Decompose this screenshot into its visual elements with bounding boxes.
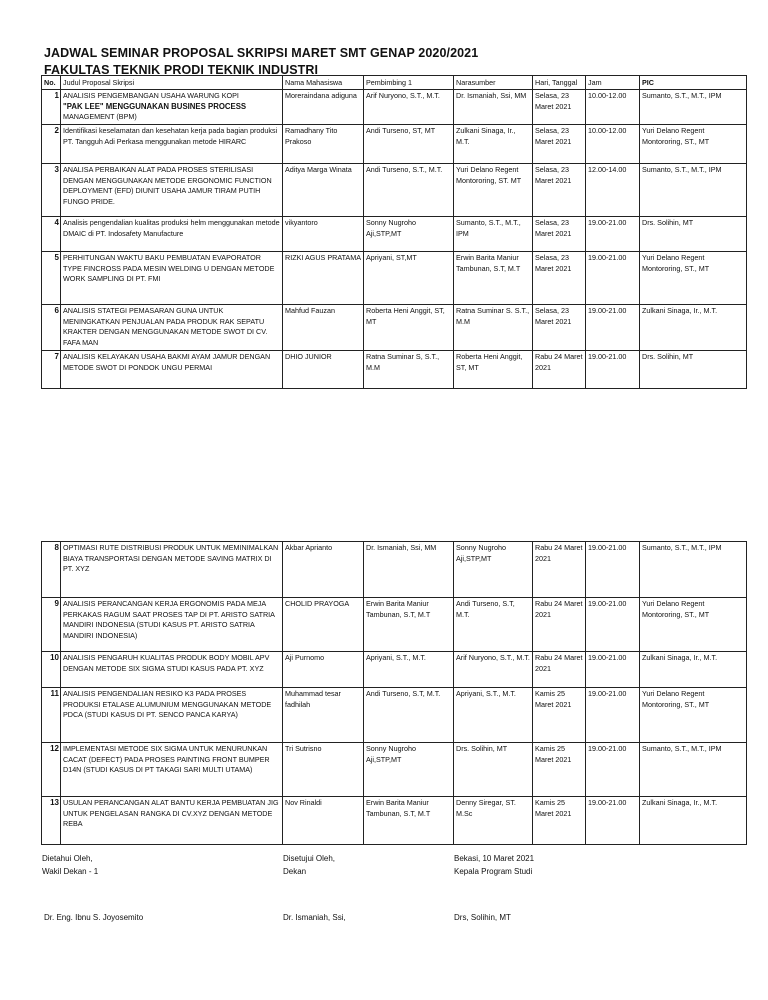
- row-hari: Kamis 25 Maret 2021: [533, 688, 586, 743]
- row-pembimbing: Dr. Ismaniah, Ssi, MM: [364, 542, 454, 598]
- signature-middle-name: Dr. Ismaniah, Ssi,: [283, 913, 346, 922]
- row-jam: 19.00-21.00: [586, 305, 640, 351]
- signature-left-name: Dr. Eng. Ibnu S. Joyosemito: [44, 913, 144, 922]
- table-row: [42, 90, 747, 125]
- row-nama: Ramadhany Tito Prakoso: [283, 125, 364, 164]
- row-pembimbing: Sonny Nugroho Aji,STP,MT: [364, 217, 454, 252]
- table-row: [42, 252, 747, 305]
- col-header-narasumber: Narasumber: [454, 76, 533, 90]
- table-row: [42, 652, 747, 688]
- row-pic: Drs. Solihin, MT: [640, 351, 747, 389]
- row-nama: Mahfud Fauzan: [283, 305, 364, 351]
- row-no: 5: [42, 252, 61, 305]
- row-pic: Zulkani Sinaga, Ir., M.T.: [640, 797, 747, 845]
- col-header-nama: Nama Mahasiswa: [283, 76, 364, 90]
- row-no: 13: [42, 797, 61, 845]
- row-narasumber: Arif Nuryono, S.T., M.T.: [454, 652, 533, 688]
- row-narasumber: Drs. Solihin, MT: [454, 743, 533, 797]
- row-pembimbing: Andi Turseno, S.T, M.T.: [364, 688, 454, 743]
- row-pembimbing: Arif Nuryono, S.T., M.T.: [364, 90, 454, 125]
- row-nama: RIZKI AGUS PRATAMA: [283, 252, 364, 305]
- row-hari: Selasa, 23 Maret 2021: [533, 125, 586, 164]
- signature-right-role: Kepala Program Studi: [454, 867, 533, 876]
- row-judul: ANALISIS STATEGI PEMASARAN GUNA UNTUK MENINGKATKAN PENJUALAN PADA PRODUK RAK SEPATU KRAKTER DENGAN MENGGUNAKAN METODE SWOT DI CV. FAFA MAN: [61, 305, 283, 351]
- row-nama: Nov Rinaldi: [283, 797, 364, 845]
- row-jam: 19.00-21.00: [586, 252, 640, 305]
- signature-middle-label: Disetujui Oleh,: [283, 854, 336, 863]
- row-no: 7: [42, 351, 61, 389]
- row-pembimbing: Erwin Barita Maniur Tambunan, S.T, M.T: [364, 797, 454, 845]
- row-no: 4: [42, 217, 61, 252]
- row-jam: 19.00-21.00: [586, 351, 640, 389]
- row-jam: 19.00-21.00: [586, 743, 640, 797]
- row-judul: USULAN PERANCANGAN ALAT BANTU KERJA PEMBUATAN JIG UNTUK PENGELASAN RANGKA DI CV.XYZ DENGAN METODE REBA: [61, 797, 283, 845]
- signature-right-name: Drs, Solihin, MT: [454, 913, 511, 922]
- row-no: 11: [42, 688, 61, 743]
- row-jam: 10.00-12.00: [586, 90, 640, 125]
- row-jam: 19.00-21.00: [586, 542, 640, 598]
- signature-block-right: [454, 852, 534, 878]
- row-pic: Yuri Delano Regent Montororing, ST., MT: [640, 688, 747, 743]
- signature-left-role: Wakil Dekan - 1: [42, 867, 99, 876]
- row-no: 1: [42, 90, 61, 125]
- col-header-no: No.: [42, 76, 61, 90]
- col-header-jam: Jam: [586, 76, 640, 90]
- signature-right-date: Bekasi, 10 Maret 2021: [454, 854, 535, 863]
- row-no: 10: [42, 652, 61, 688]
- row-narasumber: Denny Siregar, ST. M.Sc: [454, 797, 533, 845]
- row-jam: 19.00-21.00: [586, 652, 640, 688]
- row-no: 6: [42, 305, 61, 351]
- row-pic: Sumanto, S.T., M.T., IPM: [640, 164, 747, 217]
- row-pic: Yuri Delano Regent Montororing, ST., MT: [640, 125, 747, 164]
- row-nama: Muhammad tesar fadhilah: [283, 688, 364, 743]
- row-narasumber: Dr. Ismaniah, Ssi, MM: [454, 90, 533, 125]
- schedule-table-top: [41, 75, 747, 389]
- row-judul: ANALISIS KELAYAKAN USAHA BAKMI AYAM JAMUR DENGAN METODE SWOT DI PONDOK UNGU PERMAI: [61, 351, 283, 389]
- col-header-pic: PIC: [640, 76, 747, 90]
- row-narasumber: Andi Turseno, S.T, M.T.: [454, 598, 533, 652]
- table-row: [42, 688, 747, 743]
- row-pembimbing: Ratna Suminar S, S.T., M.M: [364, 351, 454, 389]
- row-hari: Selasa, 23 Maret 2021: [533, 90, 586, 125]
- signature-block-middle: [283, 852, 335, 878]
- row-hari: Selasa, 23 Maret 2021: [533, 305, 586, 351]
- row-nama: Aditya Marga Winata: [283, 164, 364, 217]
- row-hari: Kamis 25 Maret 2021: [533, 743, 586, 797]
- row-judul-part: MANAGEMENT (BPM): [63, 112, 137, 122]
- schedule-table-bottom: [41, 541, 747, 845]
- row-pembimbing: Sonny Nugroho Aji,STP,MT: [364, 743, 454, 797]
- row-pic: Sumanto, S.T., M.T., IPM: [640, 90, 747, 125]
- row-pic: Sumanto, S.T., M.T., IPM: [640, 743, 747, 797]
- row-jam: 19.00-21.00: [586, 598, 640, 652]
- row-nama: Moreraindana adiguna: [283, 90, 364, 125]
- row-hari: Rabu 24 Maret 2021: [533, 351, 586, 389]
- row-pic: Drs. Solihin, MT: [640, 217, 747, 252]
- row-narasumber: Sonny Nugroho Aji,STP,MT: [454, 542, 533, 598]
- document-title: JADWAL SEMINAR PROPOSAL SKRIPSI MARET SMT GENAP 2020/2021: [44, 46, 479, 60]
- row-hari: Rabu 24 Maret 2021: [533, 652, 586, 688]
- row-narasumber: Yuri Delano Regent Montororing, ST. MT: [454, 164, 533, 217]
- signature-left-label: Dietahui Oleh,: [42, 854, 93, 863]
- row-hari: Selasa, 23 Maret 2021: [533, 217, 586, 252]
- signature-middle-role: Dekan: [283, 867, 307, 876]
- row-jam: 19.00-21.00: [586, 217, 640, 252]
- row-jam: 12.00-14.00: [586, 164, 640, 217]
- row-pic: Yuri Delano Regent Montororing, ST., MT: [640, 252, 747, 305]
- document-subtitle: FAKULTAS TEKNIK PRODI TEKNIK INDUSTRI: [44, 63, 319, 77]
- row-pembimbing: Roberta Heni Anggit, ST, MT: [364, 305, 454, 351]
- row-judul: PERHITUNGAN WAKTU BAKU PEMBUATAN EVAPORATOR TYPE FINCROSS PADA MESIN WELDING U DENGAN METODE WORK SAMPLING DI PT. FMI: [61, 252, 283, 305]
- row-judul-part: "PAK LEE" MENGGUNAKAN BUSINES PROCESS: [63, 101, 247, 111]
- row-pic: Zulkani Sinaga, Ir., M.T.: [640, 652, 747, 688]
- row-pic: Yuri Delano Regent Montororing, ST., MT: [640, 598, 747, 652]
- row-no: 2: [42, 125, 61, 164]
- row-narasumber: Zulkani Sinaga, Ir., M.T.: [454, 125, 533, 164]
- row-pic: Zulkani Sinaga, Ir., M.T.: [640, 305, 747, 351]
- row-no: 8: [42, 542, 61, 598]
- col-header-judul: Judul Proposal Skripsi: [61, 76, 283, 90]
- row-narasumber: Erwin Barita Maniur Tambunan, S.T, M.T: [454, 252, 533, 305]
- row-judul: ANALISIS PERANCANGAN KERJA ERGONOMIS PADA MEJA PERKAKAS RAGUM SAAT PROSES TAP DI PT. ARISTO SATRIA MANDIRI INDONESIA (STUDI KASUS PT. ARISTO SATRIA MANDIRI INDONESIA): [61, 598, 283, 652]
- col-header-pembimbing: Pembimbing 1: [364, 76, 454, 90]
- row-jam: 10.00-12.00: [586, 125, 640, 164]
- row-judul: ANALISIS PENGENDALIAN RESIKO K3 PADA PROSES PRODUKSI ETALASE ALUMUNIUM MENGGUNAKAN METODE PDCA (STUDI KASUS DI PT. SENCO PANCA KARYA): [61, 688, 283, 743]
- row-narasumber: Apriyani, S.T., M.T.: [454, 688, 533, 743]
- col-header-hari: Hari, Tanggal: [533, 76, 586, 90]
- row-judul: Analisis pengendalian kualitas produksi helm menggunakan metode DMAIC di PT. Indosafety Manufacture: [61, 217, 283, 252]
- table-row: [42, 351, 747, 389]
- row-judul: IMPLEMENTASI METODE SIX SIGMA UNTUK MENURUNKAN CACAT (DEFECT) PADA PROSES PAINTING FRONT BUMPER D14N (STUDI KASUS DI PT TAKAGI SARI MULTI UTAMA): [61, 743, 283, 797]
- row-nama: Aji Purnomo: [283, 652, 364, 688]
- row-pembimbing: Andi Turseno, ST, MT: [364, 125, 454, 164]
- row-nama: CHOLID PRAYOGA: [283, 598, 364, 652]
- row-jam: 19.00-21.00: [586, 797, 640, 845]
- row-hari: Rabu 24 Maret 2021: [533, 598, 586, 652]
- row-no: 9: [42, 598, 61, 652]
- row-nama: DHIO JUNIOR: [283, 351, 364, 389]
- row-hari: Selasa, 23 Maret 2021: [533, 164, 586, 217]
- row-no: 12: [42, 743, 61, 797]
- row-pembimbing: Andi Turseno, S.T., M.T.: [364, 164, 454, 217]
- row-judul: OPTIMASI RUTE DISTRIBUSI PRODUK UNTUK MEMINIMALKAN BIAYA TRANSPORTASI DENGAN METODE SAVING MATRIX DI PT. XYZ: [61, 542, 283, 598]
- row-judul-part: ANALISIS PENGEMBANGAN USAHA WARUNG KOPI: [63, 91, 239, 100]
- table-header-row: [42, 76, 747, 90]
- row-pic: Sumanto, S.T., M.T., IPM: [640, 542, 747, 598]
- row-hari: Kamis 25 Maret 2021: [533, 797, 586, 845]
- table-row: [42, 598, 747, 652]
- row-jam: 19.00-21.00: [586, 688, 640, 743]
- row-judul: [61, 90, 283, 125]
- row-judul: ANALISA PERBAIKAN ALAT PADA PROSES STERILISASI DENGAN MENGGUNAKAN METODE ERGONOMIC FUNCTION DEPLOYMENT (EFD) DIUNIT USAHA JAMUR TIRAM PUTIH FUNGO PRIDE.: [61, 164, 283, 217]
- row-pembimbing: Apriyani, S.T., M.T.: [364, 652, 454, 688]
- row-narasumber: Ratna Suminar S. S.T., M.M: [454, 305, 533, 351]
- table-row: [42, 542, 747, 598]
- table-row: [42, 305, 747, 351]
- table-row: [42, 125, 747, 164]
- signature-block-left: [42, 852, 98, 878]
- row-narasumber: Roberta Heni Anggit, ST, MT: [454, 351, 533, 389]
- row-hari: Rabu 24 Maret 2021: [533, 542, 586, 598]
- row-pembimbing: Erwin Barita Maniur Tambunan, S.T, M.T: [364, 598, 454, 652]
- row-no: 3: [42, 164, 61, 217]
- table-row: [42, 217, 747, 252]
- row-narasumber: Sumanto, S.T., M.T., IPM: [454, 217, 533, 252]
- row-nama: Akbar Aprianto: [283, 542, 364, 598]
- row-nama: Tri Sutrisno: [283, 743, 364, 797]
- row-judul: Identifikasi keselamatan dan kesehatan kerja pada bagian produksi PT. Tangguh Adi Perkasa menggunakan metode HIRARC: [61, 125, 283, 164]
- row-pembimbing: Apriyani, ST,MT: [364, 252, 454, 305]
- row-nama: vikyantoro: [283, 217, 364, 252]
- table-row: [42, 743, 747, 797]
- table-row: [42, 164, 747, 217]
- row-judul: ANALISIS PENGARUH KUALITAS PRODUK BODY MOBIL APV DENGAN METODE SIX SIGMA STUDI KASUS PADA PT. XYZ: [61, 652, 283, 688]
- table-row: [42, 797, 747, 845]
- row-hari: Selasa, 23 Maret 2021: [533, 252, 586, 305]
